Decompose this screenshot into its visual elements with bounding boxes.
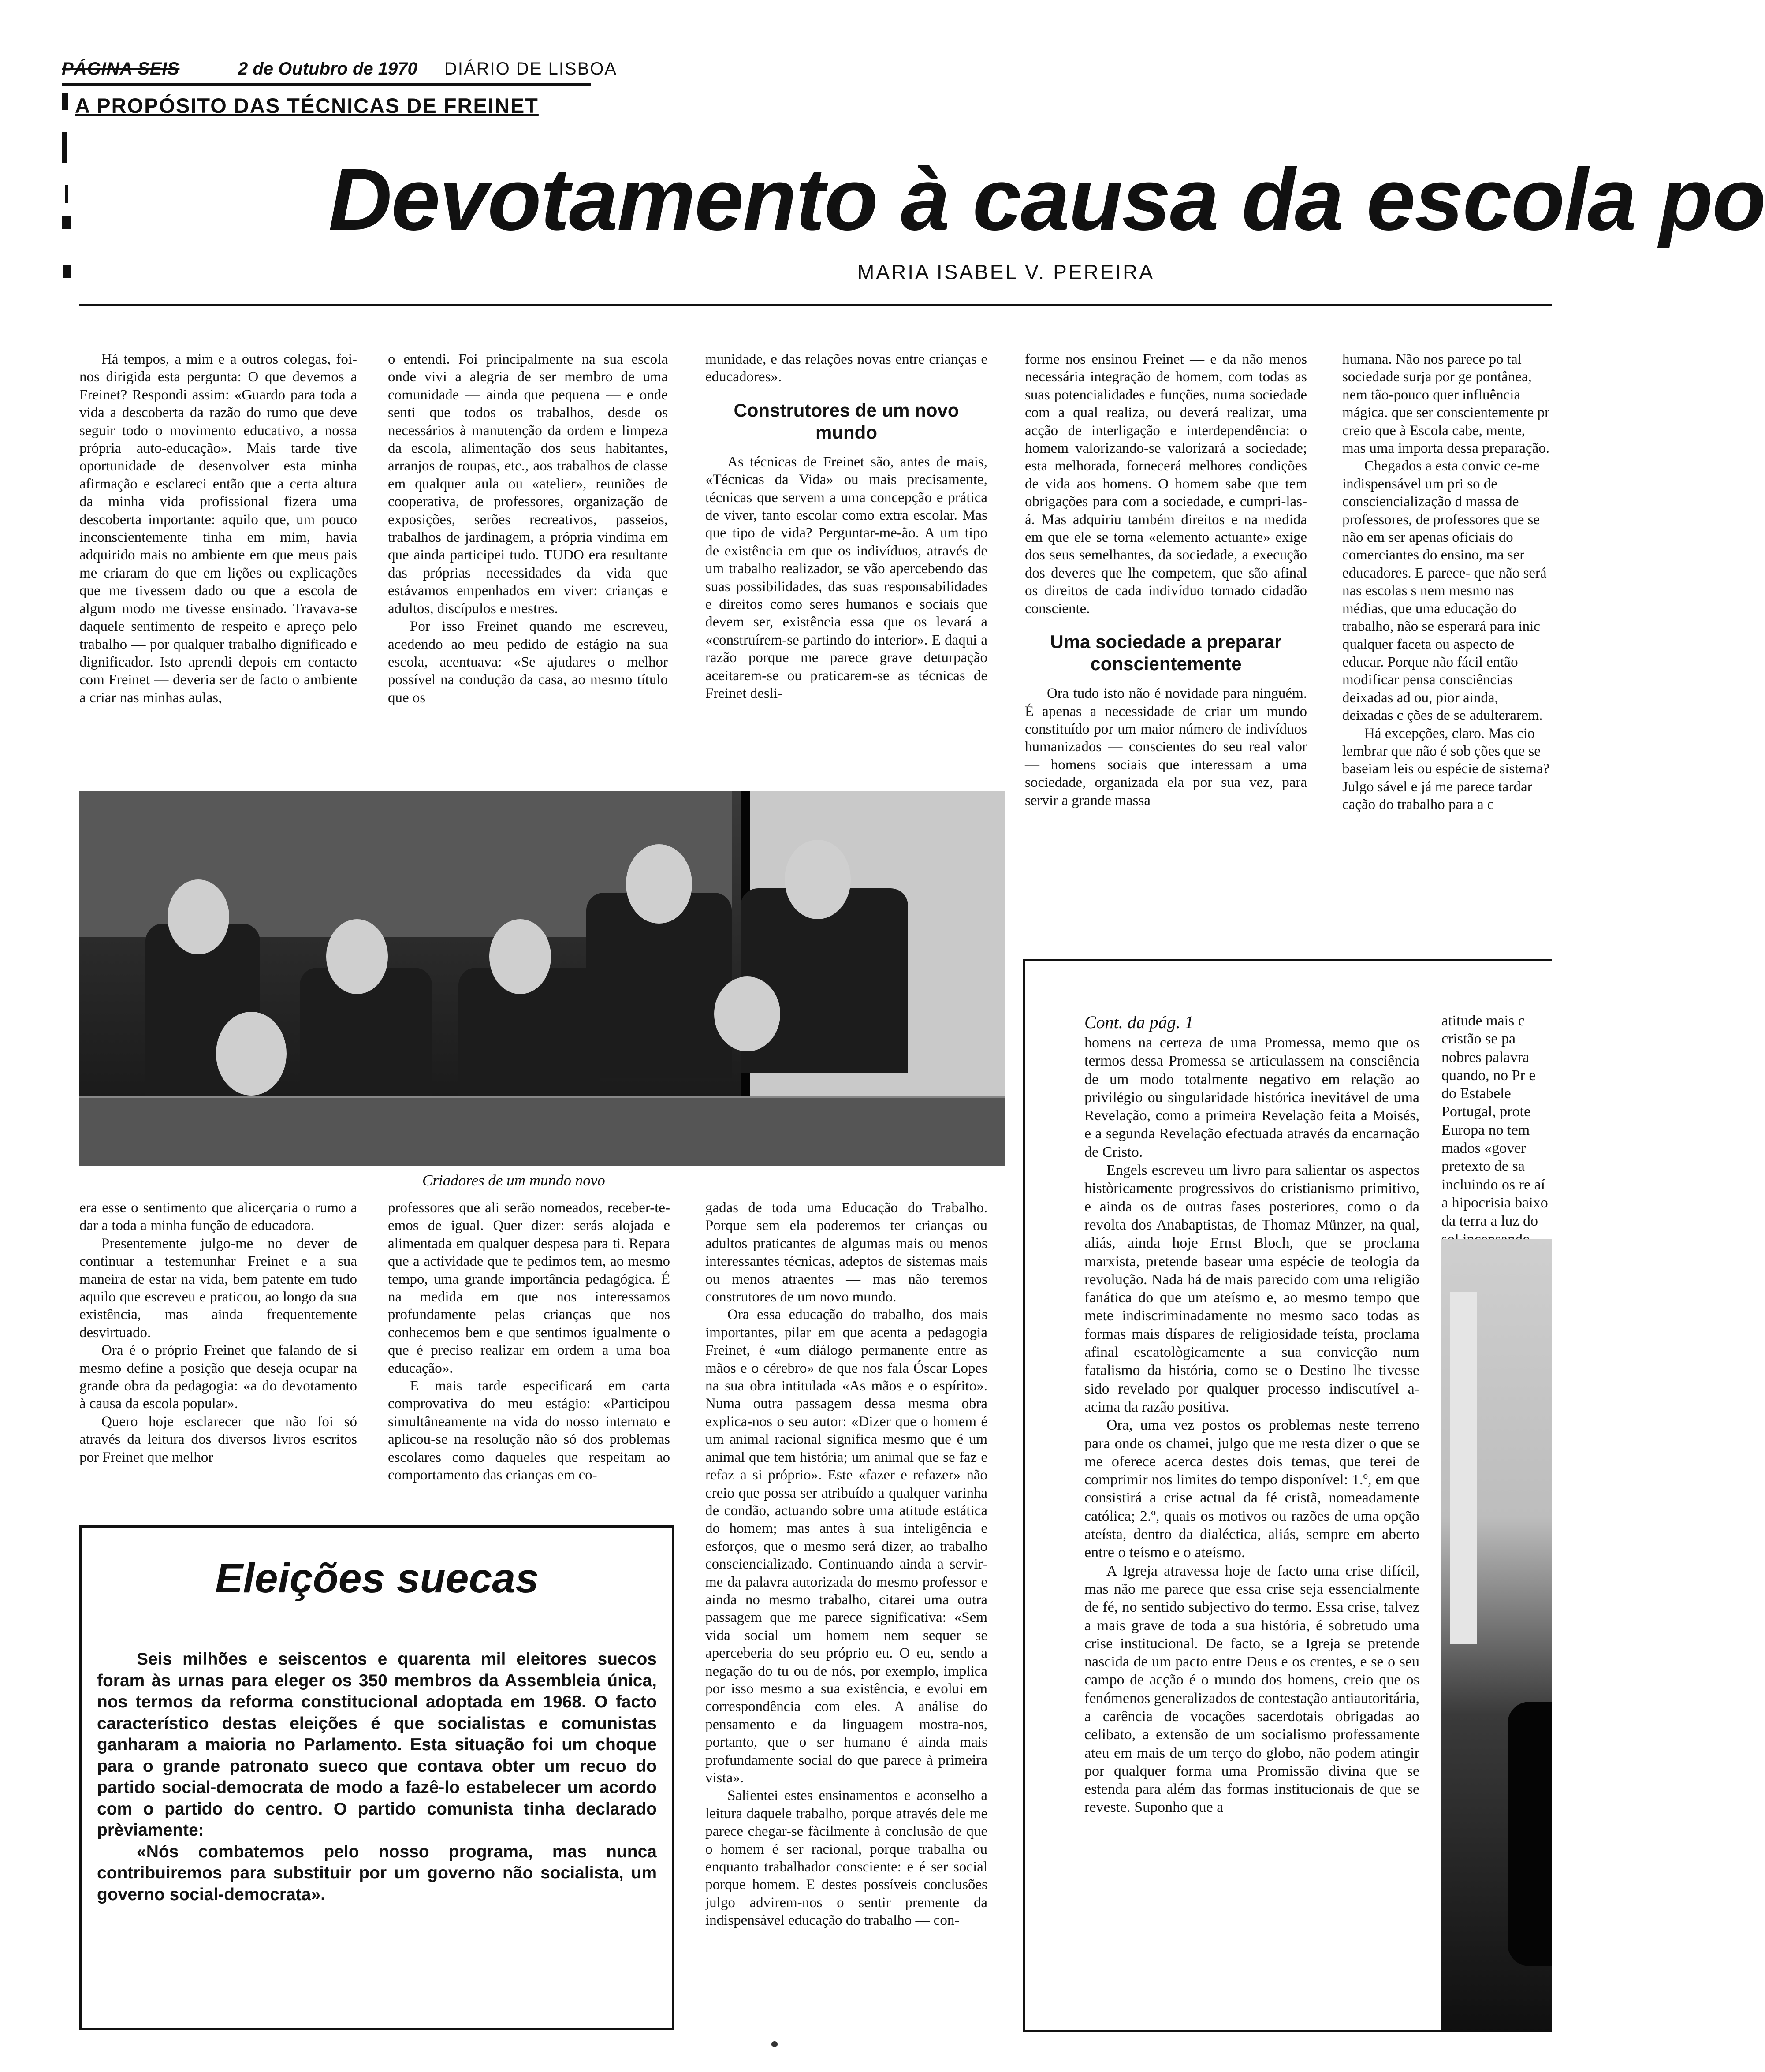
paragraph: gadas de toda uma Educação do Trabalho. Porque sem ela poderemos ter crianças ou adultos praticantes de algumas mais ou menos interessantes técnicas, adeptos de sistemas mais ou menos atraentes — mas não teremos construtores de um novo mundo. [705,1200,987,1305]
header-rule [62,83,591,86]
article-kicker: A PROPÓSITO DAS TÉCNICAS DE FREINET [75,94,539,117]
paragraph: era esse o sentimento que alicerçaria o rumo a dar a toda a minha função de educadora. [79,1200,357,1234]
paragraph: Salientei estes ensinamentos e aconselho a leitura daquele trabalho, porque através dele me parece chegar-se fàcilmente à conclusão de que o homem é ser racional, porque trabalha ou enquanto trabalhador consciente: e é ser social porque homem. E destes possíveis conclusões julgo advirem-nos o sentir premente da indispensável educação do trabalho — con- [705,1788,987,1929]
sidebar-title: Eleições suecas [215,1555,539,1602]
sidebar-body [97,1649,657,1905]
byline-rule [79,304,1552,306]
margin-mark [62,132,67,163]
paragraph: E mais tarde especificará em carta comprovativa do meu estágio: «Participou simultâneamente na vida do nosso internato e aplicou-se na resolução não só dos problemas escolares como daqueles que respeitam ao comportamento das crianças em co- [388,1378,670,1483]
newspaper-name: DIÁRIO DE LISBOA [444,59,618,78]
paragraph: atitude mais c cristão se pa nobres palavra quando, no Pr e do Estabele Portugal, prote Europa no tem mados «gover pretexto de sa incluindo os re aí a hipocrisia baixo da terra a luz do [1441,1013,1548,1230]
article-column-3 [705,350,987,778]
paragraph: homens na certeza de uma Promessa, memo que os termos dessa Promessa se articulassem na consciência de um modo totalmente negativo em relação ao privilégio ou singularidade histórica inevitável de uma Revelação, como a primeira Revelação feita a Moisés, e a segunda Revelação efectuada através da encarnação de Cristo. [1084,1035,1419,1160]
paragraph: Ora, uma vez postos os problemas neste terreno para onde os chamei, julgo que me resta dizer o que se me oferece acerca destes dois temas, que terei de comprimir nos limites do tempo disponível: 1.º, em que consistirá a crise actual da fé cristã, nomeadamente católica; 2.º, quais os motivos ou razões de uma opção ateísta, dentro da dialéctica, aliás, sempre em aberto entre o teísmo e o ateísmo. [1084,1417,1419,1561]
page-number: PÁGINA SEIS [62,59,180,78]
margin-mark [65,185,68,203]
margin-mark [62,93,68,110]
byline: MARIA ISABEL V. PEREIRA [857,261,1155,283]
paragraph: professores que ali serão nomeados, receber-te-emos de igual. Quer dizer: serás alojada e alimentada em qualquer despesa para ti. Repara que a actividade que te pedimos tem, ao mesmo tempo, uma grande importância pedagógica. É na medida em que nos interessamos profundamente pelas crianças que nos conhecemos bem e que sentimos igualmente o que é preciso realizar em ordem a uma boa educação». [388,1200,670,1376]
headline: Devotamento à causa da escola po [328,150,1765,249]
paragraph: humana. Não nos parece po tal sociedade surja por ge pontânea, nem tão-pouco quer influência mágica. que ser conscientemente pr creio que à Escola cabe, mente, mas uma importa dessa preparação. [1342,351,1550,457]
paragraph: Seis milhões e seiscentos e quarenta mil eleitores suecos foram às urnas para eleger os 350 membros da Assembleia única, nos termos da reforma constitucional adoptada em 1968. O facto característico destas eleições é que socialistas e comunistas ganharam a maioria no Parlamento. Esta situação foi um choque para o grande patronato sueco que contava obter um recuo do partido social-democrata de modo a fazê-lo estabelecer um acordo com o partido do centro. O partido comunista tinha declarado prèviamente: [97,1650,657,1840]
classroom-photo [79,791,1005,1166]
continuation-column-1 [1084,1034,1419,2004]
paragraph: A Igreja atravessa hoje de facto uma crise difícil, mas não me parece que essa crise seja essencialmente de fé, no sentido subjectivo do termo. Essa crise, talvez a mais grave de toda a sua história, é sobretudo uma crise institucional. De facto, se a Igreja se pretende nascida de um pacto entre Deus e os crentes, e se o seu campo de acção é o mundo dos homens, creio que os fenómenos generalizados de contestação antiautoritária, a carência de vocações sacerdotais obrigadas ao celibato, a extensão de um socialismo professamente ateu em mais de um terço do globo, não podem atingir por qualquer forma uma Promissão divina que se estenda para além das formas institucionais de que se reveste. Suponho que a [1084,1562,1419,1816]
article-column-1 [79,350,357,778]
paragraph: Há excepções, claro. Mas cio lembrar que não é sob ções que se baseiam leis ou espécie de sistema? Julgo sável e já me parece tardar cação do trabalho para a c [1342,725,1550,813]
paragraph: Ora tudo isto não é novidade para ninguém. É apenas a necessidade de criar um mundo constituído por um maior número de indivíduos humanizados — conscientes do seu real valor — homens sociais que interessam a uma sociedade, organizada ela por sua vez, para servir a grande massa [1025,686,1307,809]
article-column-5 [1342,350,1552,932]
subheading: Construtores de um novo mundo [734,399,959,443]
article-lower-column-3 [705,1199,987,2050]
paragraph: Por isso Freinet quando me escreveu, acedendo ao meu pedido de estágio na sua escola, acentuava: «Se ajudares o melhor possível na condução da casa, ao mesmo título que os [388,619,668,706]
paragraph: Quero hoje esclarecer que não foi só através da leitura dos diversos livros escritos por Freinet que melhor [79,1413,357,1465]
paragraph: Ora essa educação do trabalho, dos mais importantes, pilar em que acenta a pedagogia Freinet, é «um diálogo permanente entre as mãos e o cérebro» de que nos fala Óscar Lopes na sua obra intitulada «As mãos e o espírito». Numa outra passagem dessa mesma obra explica-nos o seu autor: «Dizer que o homem é um animal racional significa mesmo que é um animal que tem história; um animal que se faz e refaz a si próprio». Este «fazer e refazer» não creio que possa ser atribuído a qualquer varinha de condão, actuando sobre uma atitude estática do homem; mas antes à sua inteligência e esforços, que o mesmo será dizer, ao trabalho consciencializado. Continuando ainda a servir-me da palavra autorizada do mesmo professor e ainda no mesmo trabalho, citarei uma outra passagem que me parece significativa: «Sem vida social um homem nem sequer se aperceberia do seu próprio eu. O eu, sendo a negação do tu ou de nós, por exemplo, implica por isso mesmo a sua existência, e evolui em correspondência com eles. A análise do pensamento e da linguagem mostra-nos, portanto, que o ser humano é ainda mais profundamente social do que parece à primeira vista». [705,1307,987,1786]
paragraph: forme nos ensinou Freinet — e da não menos necessária integração de homem, com todas as suas potencialidades e funções, numa sociedade com a qual realiza, ou deverá realizar, uma acção de interligação e interdependência: o homem valorizando-se valorizará a sociedade; esta melhorada, fornecerá melhores condições de vida aos homens. O homem sabe que tem obrigações para com a sociedade, e cumpri-las-á. Mas adquiriu também direitos e na medida em que ele se torna «elemento actuante» exige dos seus semelhantes, da sociedade, a execução dos deveres que lhe competem, que são afinal os direitos de cada indivíduo tornado cidadão consciente. [1025,351,1307,617]
paragraph: As técnicas de Freinet são, antes de mais, «Técnicas da Vida» ou mais precisamente, técnicas que servem a uma concepção e prática de viver, tanto escolar como extra escolar. Mas que tipo de vida? Perguntar-me-ão. A um tipo de existência em que os indivíduos, através de um trabalho realizador, se vão apercebendo das suas possibilidades, das suas responsabilidades e direitos como seres humanos e sociais que devem ser, existência essa que os levará a «construírem-se partindo do interior». E daqui a razão porque me parece grave deturpação aceitarem-se ou praticarem-se as técnicas de Freinet desli- [705,454,987,702]
paragraph: Presentemente julgo-me no dever de continuar a testemunhar Freinet e a sua maneira de estar na vida, bem patente em tudo aquilo que escreveu e praticou, ao longo da sua existência, mas ainda frequentemente desvirtuado. [79,1235,357,1341]
article-column-2 [388,350,668,778]
article-lower-column-2 [388,1199,670,1503]
quote: «Nós combatemos pelo nosso programa, mas nunca contribuiremos para substituir por um governo não socialista, um governo social-democrata». [97,1842,657,1904]
paragraph: Ora é o próprio Freinet que falando de si mesmo define a posição que deseja ocupar na grande obra da pedagogia: «a do devotamento à causa da escola popular». [79,1342,357,1412]
margin-mark [62,216,71,229]
continuation-photo [1441,1239,1552,2032]
paragraph: Engels escreveu um livro para salientar os aspectos històricamente progressivos do cristianismo primitivo, e ainda os de outras fases posteriores, como o da revolta dos Anabaptistas, de Thomaz Münzer, na qual, aliás, ainda hoje Ernst Bloch, que se proclama marxista, pretende basear uma espécie de teologia da revolução. Nada há de mais parecido com uma religião fanática do que um ateísmo e, ao mesmo tempo que mete indiscriminadamente no mesmo saco todas as formas mais díspares de religiosidade teísta, proclama afinal escatològicamente a sua convicção num fatalismo da história, como se o Destino lhe tivesse sido revelado por qualquer processo indiscutível a-acima da razão positiva. [1084,1162,1419,1415]
paragraph: Há tempos, a mim e a outros colegas, foi-nos dirigida esta pergunta: O que devemos a Freinet? Respondi assim: «Guardo para toda a vida a descoberta da razão do rumo que deve seguir todo o movimento educativo, a nossa própria auto-educação». Mais tarde tive oportunidade de desenvolver esta minha afirmação e esclareci então que a certa altura da minha vida profissional fizera uma descoberta importante: aquilo que, um pouco inconscientemente tinha em mim, havia adquirido mais no ambiente em que meus pais me criaram do que em lições ou explicações que me tivessem dado ou que a escola de algum modo me tivesse ensinado. Travava-se daquele sentimento de respeito e apreço pelo trabalho — por qualquer trabalho dignificado e dignificador. Isto aprendi depois em contacto com Freinet — deveria ser de facto o ambiente a criar nas minhas aulas, [79,351,357,706]
article-column-4 [1025,350,1307,932]
issue-date: 2 de Outubro de 1970 [238,59,417,78]
paragraph: o entendi. Foi principalmente na sua escola onde vivi a alegria de ser membro de uma comunidade — ainda que pequena — e onde senti que todos os trabalhos, desde os necessários à manutenção da ordem e limpeza da escola, alimentação dos seus habitantes, arranjos de roupas, etc., aos trabalhos de classe em qualquer aula ou «atelier», reuniões de cooperativa, de professores, organização de exposições, serões recreativos, passeios, trabalhos de jardinagem, a própria vindima em que ainda participei tudo. TUDO era resultante das próprias necessidades da vida que estávamos empenhados em viver: crianças e adultos, discípulos e mestres. [388,351,668,617]
margin-mark [63,265,71,278]
subheading: Uma sociedade a preparar conscientemente [1050,631,1282,675]
continuation-column-2 [1441,1012,1552,1230]
paragraph: Chegados a esta convic ce-me indispensável um pri so de consciencialização d massa de professores, de professores que se não em ser apenas oficiais do comerciantes do ensino, ma ser educadores. E parece- que não será nas escolas s nem mesmo nas médias, que uma educação do trabalho, não se esperará para inic qualquer faceta ou aspecto de educar. Porque não fácil então modificar pensa consciências deixadas ad ou, pior ainda, deixadas c ções de se adulterarem. [1342,458,1547,724]
article-lower-column-1 [79,1199,357,1503]
paragraph: munidade, e das relações novas entre crianças e educadores». [705,351,987,385]
continuation-label: Cont. da pág. 1 [1084,1012,1194,1032]
page-footer-mark [771,2041,778,2047]
photo-caption: Criadores de um mundo novo [422,1172,605,1189]
